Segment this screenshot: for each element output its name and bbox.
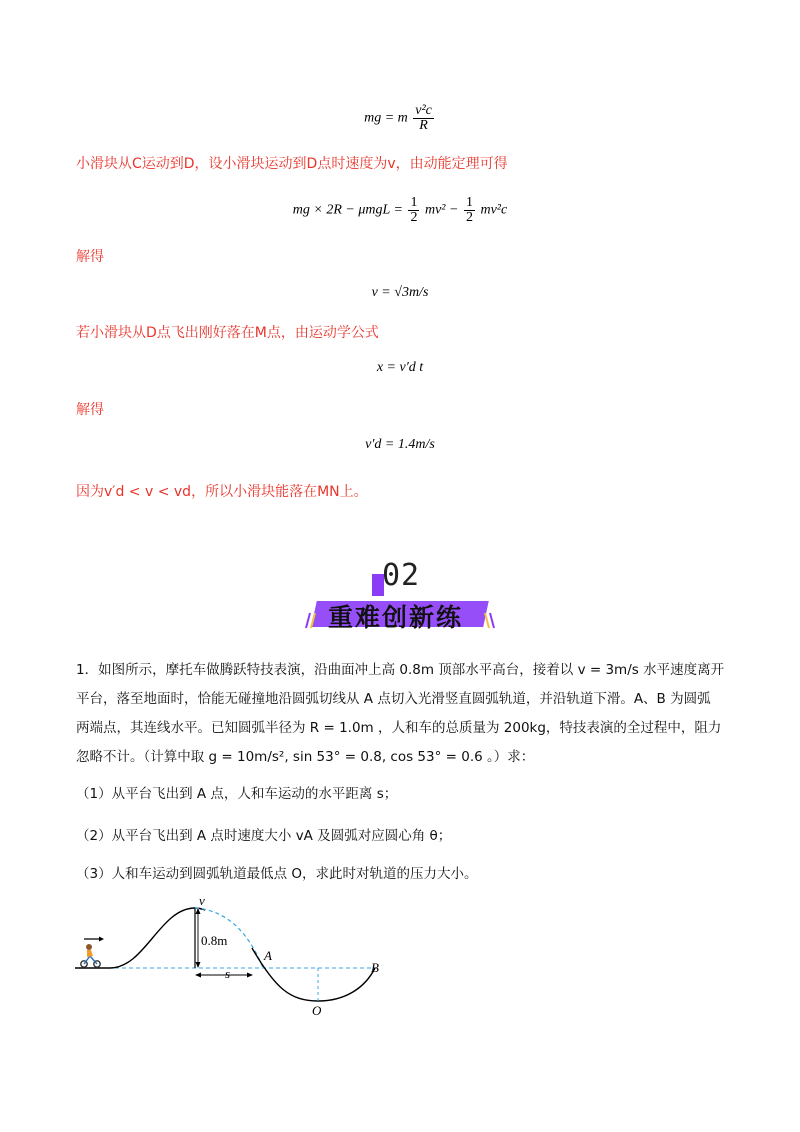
solution-line-2: 若小滑块从D点飞出刚好落在M点，由运动学公式: [76, 325, 379, 341]
eq2-half-2: [464, 196, 475, 225]
question-2: （2）从平台飞出到 A 点时速度大小 vA 及圆弧对应圆心角 θ；: [76, 828, 452, 844]
question-3: （3）人和车运动到圆弧轨道最低点 O，求此时对轨道的压力大小。: [76, 866, 478, 882]
eq2-half-1: [408, 196, 419, 225]
height-arrow-head-bottom: [196, 962, 201, 968]
label-B: B: [371, 960, 379, 975]
problem-stem-line-2: 平台，落至地面时，恰能无碰撞地沿圆弧切线从 A 点切入光滑竖直圆弧轨道，并沿轨道下滑。A、B 为圆弧: [76, 691, 711, 707]
s-arrow-head-right: [247, 973, 253, 978]
solve-label-2: 解得: [76, 402, 104, 418]
eq2-end: mv²c: [480, 202, 508, 218]
slash-decoration-right-icon: [484, 610, 498, 630]
eq2-half-2-num: 1: [465, 195, 473, 210]
solution-conclusion: 因为v′d < v < vd，所以小滑块能落在MN上。: [76, 484, 368, 500]
equation-energy: [0, 196, 800, 225]
ramp-curve: [75, 908, 205, 968]
label-O: O: [312, 1003, 322, 1018]
eq1-numerator: v²c: [415, 103, 432, 118]
question-1: （1）从平台飞出到 A 点，人和车运动的水平距离 s；: [76, 786, 398, 802]
problem-stem-line-1: 1．如图所示，摩托车做腾跃特技表演，沿曲面冲上高 0.8m 顶部水平高台，接着以 v = 3m/s 水平速度离开: [76, 662, 725, 678]
motorcycle-jump-figure: [70, 893, 400, 1023]
label-s: s: [225, 966, 231, 981]
label-A: A: [264, 948, 272, 963]
eq2-half-2-den: 2: [465, 210, 473, 225]
label-v: v: [199, 893, 205, 908]
eq2-half-1-num: 1: [410, 195, 418, 210]
section-title: 重难创新练: [328, 603, 464, 632]
eq2-half-1-den: 2: [410, 210, 418, 225]
equation-kinematics: x = v′d t: [376, 360, 424, 375]
eq1-lhs: mg = m: [364, 110, 408, 126]
equation-centripetal: [0, 104, 800, 133]
section-number: 02: [382, 558, 421, 593]
equation-vd: v′d = 1.4m/s: [365, 437, 435, 452]
eq2-mid: mv² −: [424, 202, 459, 218]
problem-stem-line-4: 忽略不计。（计算中取 g = 10m/s², sin 53° = 0.8, cos 53° = 0.6 。）求：: [76, 749, 535, 765]
problem-stem: [76, 656, 736, 772]
eq1-fraction: [413, 104, 434, 133]
eq2-lhs: mg × 2R − μmgL =: [292, 202, 403, 218]
solution-line-1: 小滑块从C运动到D，设小滑块运动到D点时速度为v，由动能定理可得: [76, 156, 508, 172]
section-banner: [300, 558, 500, 638]
solve-label-1: 解得: [76, 249, 104, 265]
slash-decoration-left-icon: [302, 610, 316, 630]
s-arrow-head-left: [195, 973, 201, 978]
equation-velocity: v = √3m/s: [371, 285, 429, 300]
problem-stem-line-3: 两端点，其连线水平。已知圆弧半径为 R = 1.0m ，人和车的总质量为 200kg，特技表演的全过程中，阻力: [76, 720, 722, 736]
motorcycle-rider-icon: [81, 937, 104, 968]
eq1-denominator: R: [419, 118, 428, 133]
label-height: 0.8m: [201, 933, 228, 948]
